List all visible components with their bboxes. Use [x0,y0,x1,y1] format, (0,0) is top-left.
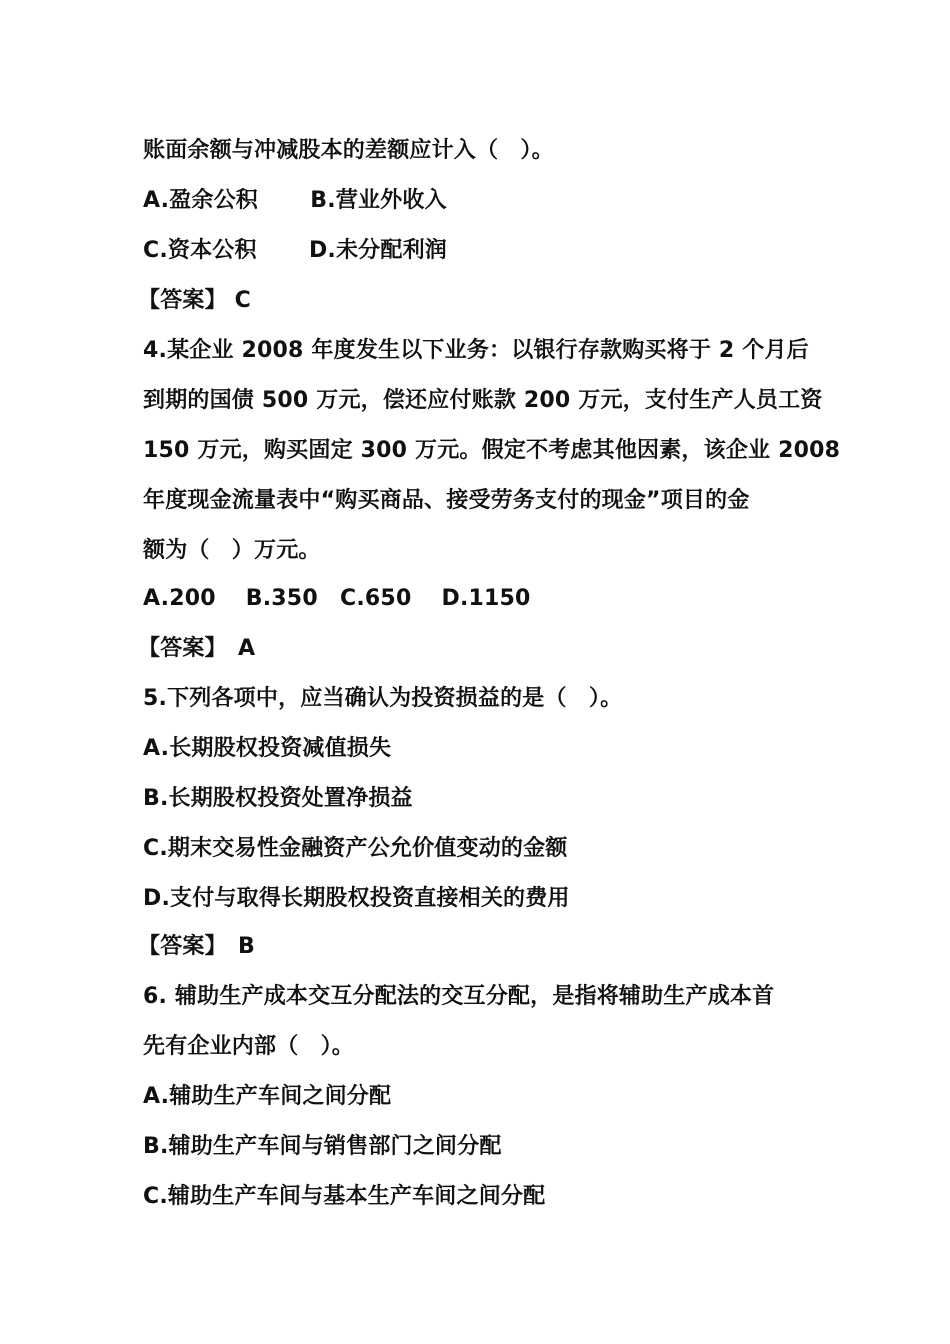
question-4-options: A.200 B.350 C.650 D.1150 [143,586,531,611]
question-3-stem-continued: 账面余额与冲减股本的差额应计入（ ）。 [143,138,554,163]
question-4-answer: 【答案】 A [138,636,256,661]
question-6-option-a: A.辅助生产车间之间分配 [143,1084,392,1109]
question-6-stem-line-2: 先有企业内部（ ）。 [143,1034,355,1059]
question-5-option-a: A.长期股权投资减值损失 [143,736,392,761]
question-6-option-b: B.辅助生产车间与销售部门之间分配 [143,1134,502,1159]
question-4-stem-line-2: 到期的国债 500 万元，偿还应付账款 200 万元，支付生产人员工资 [143,388,823,413]
question-5-option-c: C.期末交易性金融资产公允价值变动的金额 [143,836,568,861]
question-5-stem: 5.下列各项中，应当确认为投资损益的是（ ）。 [143,686,623,711]
question-6-option-c: C.辅助生产车间与基本生产车间之间分配 [143,1184,546,1209]
question-5-answer: 【答案】 B [138,934,255,959]
question-4-stem-line-4: 年度现金流量表中“购买商品、接受劳务支付的现金”项目的金 [143,488,750,513]
question-3-answer: 【答案】 C [138,288,252,313]
question-3-options-cd: C.资本公积 D.未分配利润 [143,238,447,263]
question-5-option-d: D.支付与取得长期股权投资直接相关的费用 [143,886,570,911]
question-4-stem-line-5: 额为（ ）万元。 [143,538,321,563]
question-4-stem-line-1: 4.某企业 2008 年度发生以下业务：以银行存款购买将于 2 个月后 [143,338,809,363]
question-6-stem-line-1: 6. 辅助生产成本交互分配法的交互分配，是指将辅助生产成本首 [143,984,775,1009]
question-5-option-b: B.长期股权投资处置净损益 [143,786,413,811]
question-3-options-ab: A.盈余公积 B.营业外收入 [143,188,447,213]
question-4-stem-line-3: 150 万元，购买固定 300 万元。假定不考虑其他因素，该企业 2008 [143,438,841,463]
